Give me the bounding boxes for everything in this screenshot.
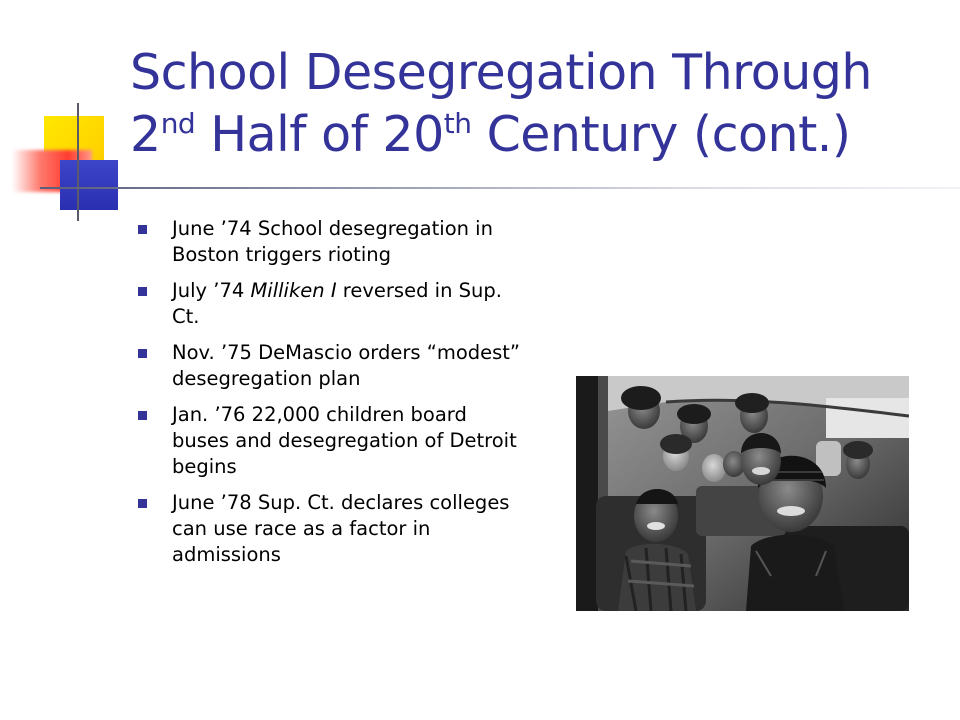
title-line-1: School Desegregation Through	[130, 44, 872, 101]
bullet-text: Nov. ’75 DeMascio orders “modest” desegregation plan	[172, 341, 521, 390]
list-item	[138, 278, 528, 330]
title-line-2-part-2: Half of 20	[195, 106, 444, 163]
square-bullet-icon	[138, 499, 147, 508]
bullet-text-after: reversed in Sup. Ct.	[172, 279, 502, 328]
bullet-text: Jan. ’76 22,000 children board buses and desegregation of Detroit begins	[172, 403, 517, 478]
list-item	[138, 402, 528, 480]
bullet-list	[138, 216, 528, 578]
square-bullet-icon	[138, 411, 147, 420]
bullet-text: June ’74 School desegregation in Boston triggers rioting	[172, 217, 493, 266]
slide-title	[130, 42, 940, 166]
vertical-line-decoration	[77, 103, 79, 221]
list-item	[138, 490, 528, 568]
case-name-italic: Milliken I	[250, 279, 337, 302]
square-bullet-icon	[138, 349, 147, 358]
title-superscript-nd: nd	[160, 107, 196, 140]
list-item	[138, 340, 528, 392]
title-line-2-part-1: 2	[130, 106, 161, 163]
school-bus-children-photo	[576, 376, 909, 611]
title-underline	[40, 187, 960, 189]
list-item	[138, 216, 528, 268]
square-bullet-icon	[138, 225, 147, 234]
square-bullet-icon	[138, 287, 147, 296]
blue-square-decoration	[60, 160, 118, 210]
bullet-text-before: July ’74	[172, 279, 251, 302]
title-superscript-th: th	[443, 107, 472, 140]
bullet-text: June ’78 Sup. Ct. declares colleges can use race as a factor in admissions	[172, 491, 510, 566]
title-line-2-part-3: Century (cont.)	[471, 106, 851, 163]
